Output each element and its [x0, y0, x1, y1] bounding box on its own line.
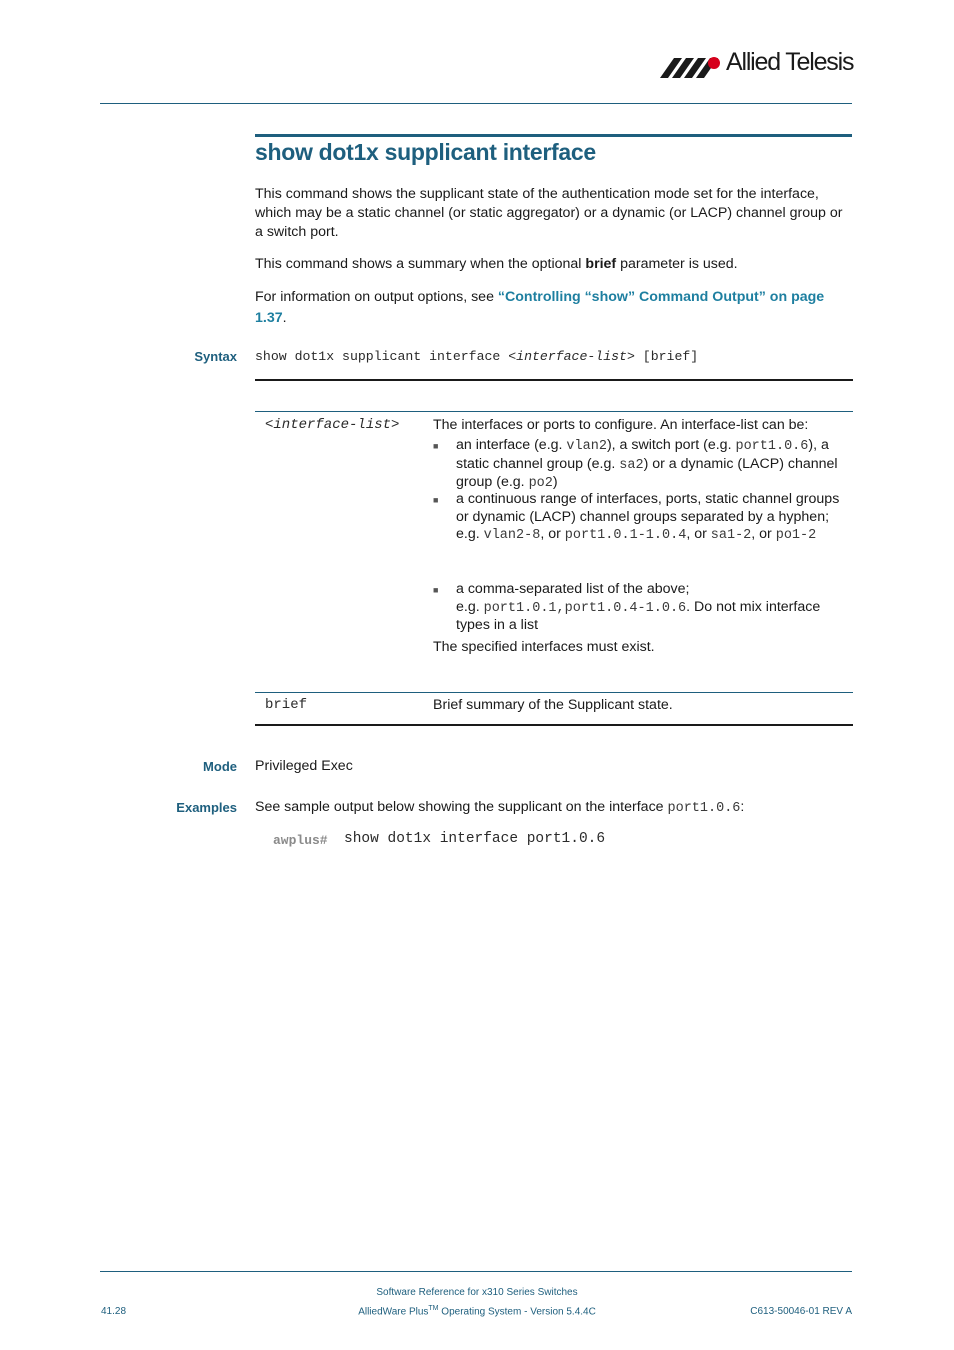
list-item: [456, 491, 851, 545]
trademark-mark: TM: [428, 1305, 439, 1312]
list-item-text: a continuous range of interfaces, ports, static channel groups or dynamic (LACP) channel groups separated by a hyphen;: [456, 491, 840, 525]
syntax-option: [brief]: [634, 349, 699, 364]
brief-paragraph-text: This command shows a summary when the optional: [255, 256, 586, 272]
list-item-text: , or: [686, 526, 711, 543]
code-example: po2: [528, 476, 553, 492]
logo-mark-icon: [660, 52, 726, 82]
param-interface-list-name: <interface-list>: [265, 417, 400, 433]
list-item-text: a comma-separated list of the above;: [456, 581, 690, 597]
table-bottom-rule: [255, 724, 853, 726]
description-paragraph: This command shows the supplicant state of the authentication mode set for the interface, which may be a static channel (or static aggregator) or a dynamic (or LACP) channel group or a switch port.: [255, 186, 843, 240]
table-top-rule: [255, 379, 853, 381]
list-item-text: an interface (e.g.: [456, 437, 567, 453]
list-item-text: ), a static channel group (e.g.: [456, 437, 829, 472]
code-example: po1-2: [775, 528, 817, 544]
mode-label: Mode: [203, 759, 237, 774]
list-item: [456, 581, 851, 635]
param-interface-list-intro: The interfaces or ports to configure. An interface-list can be:: [433, 417, 809, 433]
brief-paragraph-text-end: parameter is used.: [616, 256, 738, 272]
footer-os-version: [300, 1305, 654, 1317]
brief-keyword: brief: [585, 256, 617, 272]
bullet-square-icon: ■: [433, 441, 439, 451]
cli-command: show dot1x interface port1.0.6: [344, 831, 606, 847]
code-example: port1.0.6: [735, 439, 809, 454]
syntax-argument: <interface-list>: [508, 349, 635, 364]
code-example: port1.0.1-1.0.4: [564, 528, 687, 544]
cli-prompt: awplus#: [273, 833, 328, 848]
bullet-square-icon: ■: [433, 585, 439, 595]
list-item-text: ), a switch port (e.g.: [606, 437, 736, 453]
code-example: port1.0.1,port1.0.4-1.0.6: [483, 600, 687, 616]
param-brief: brief: [265, 697, 308, 713]
output-options-paragraph: [255, 287, 845, 329]
list-item-text: ): [552, 474, 558, 491]
document-id: C613-50046-01 REV A: [750, 1306, 852, 1317]
title-divider: [255, 134, 852, 137]
mode-value: Privileged Exec: [255, 758, 353, 774]
list-item-text: , or: [540, 526, 565, 543]
syntax-label: Syntax: [194, 349, 237, 364]
bullet-square-icon: ■: [433, 495, 439, 505]
param-interface-list-note: The specified interfaces must exist.: [433, 639, 655, 655]
footer-version: Operating System - Version 5.4.4C: [438, 1306, 596, 1318]
examples-text: See sample output below showing the supplicant on the interface: [255, 799, 668, 815]
header-divider: [100, 103, 852, 104]
syntax-command: [255, 349, 698, 364]
code-example: vlan2: [566, 439, 607, 454]
footer-doc-title: Software Reference for x310 Series Switches: [376, 1287, 578, 1298]
examples-label: Examples: [176, 800, 237, 815]
examples-text-end: :: [740, 799, 745, 815]
examples-description: [255, 799, 744, 816]
syntax-command-name: show dot1x supplicant interface: [255, 349, 509, 364]
code-example: sa1-2: [710, 528, 752, 544]
code-example: port1.0.6: [667, 801, 741, 816]
logo-wordmark: Allied Telesis: [726, 48, 854, 76]
cross-reference-link[interactable]: “Controlling “show” Command Output” on page 1.37: [255, 289, 825, 326]
param-interface-list: [265, 417, 399, 433]
list-item-text: . Do not mix interface types in a list: [456, 598, 821, 634]
footer-product: AlliedWare Plus: [358, 1306, 429, 1318]
code-example: vlan2-8: [483, 528, 541, 544]
output-options-text: For information on output options, see: [255, 289, 498, 305]
list-item: [456, 437, 851, 493]
table-row-divider: [255, 692, 853, 693]
param-brief-description: Brief summary of the Supplicant state.: [433, 697, 673, 713]
brief-paragraph: [255, 255, 845, 274]
list-item-text: ) or a dynamic (LACP) channel group (e.g.: [456, 455, 838, 491]
allied-telesis-logo: [660, 48, 855, 82]
list-item-text: e.g.: [456, 526, 484, 543]
table-row-divider: [255, 411, 853, 412]
footer-divider: [100, 1271, 852, 1272]
list-item-text: , or: [751, 526, 776, 543]
page-number: 41.28: [101, 1306, 127, 1317]
list-item-text: e.g.: [456, 598, 484, 615]
page-title: show dot1x supplicant interface: [255, 139, 596, 165]
output-options-text-end: .: [282, 310, 287, 326]
code-example: sa2: [619, 457, 644, 473]
